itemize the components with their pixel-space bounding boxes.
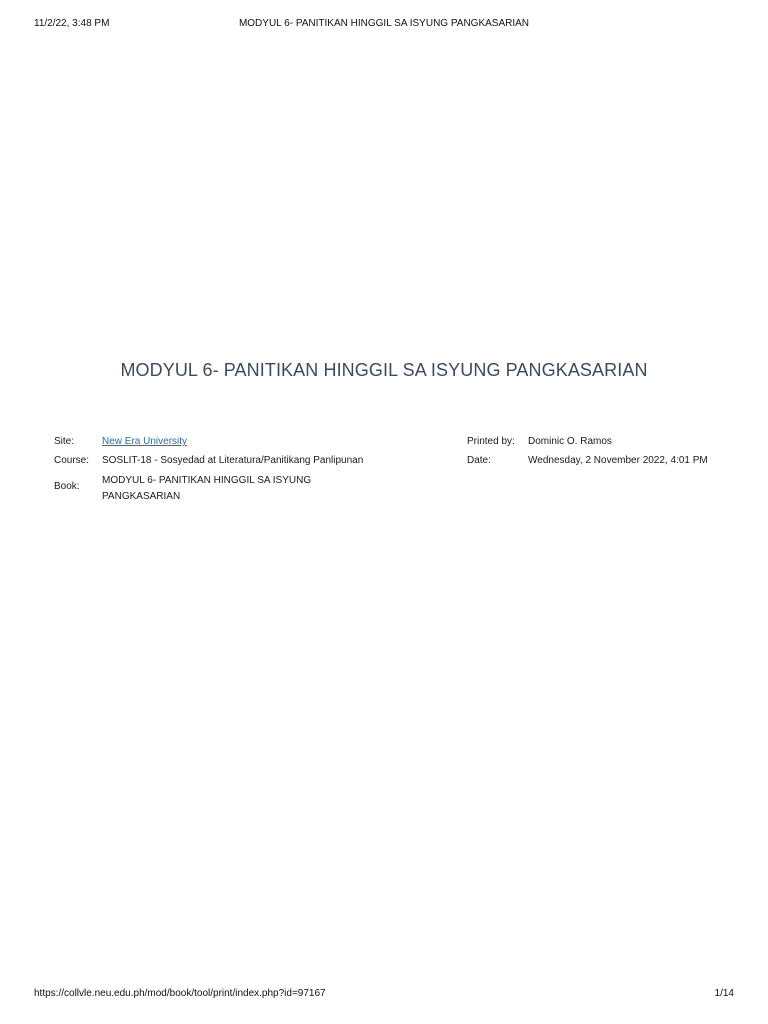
print-footer (34, 988, 734, 1002)
site-link[interactable]: New Era University (102, 436, 188, 447)
print-page-title: MODYUL 6- PANITIKAN HINGGIL SA ISYUNG PANGKASARIAN (238, 18, 530, 29)
date-label: Date: (467, 455, 491, 466)
book-title: MODYUL 6- PANITIKAN HINGGIL SA ISYUNG PANGKASARIAN (120, 360, 648, 380)
print-header (34, 18, 734, 32)
page-number: 1/14 (714, 988, 734, 999)
book-label: Book: (54, 481, 80, 492)
course-label: Course: (54, 455, 90, 466)
date-value: Wednesday, 2 November 2022, 4:01 PM (528, 455, 708, 466)
print-url: https://collvle.neu.edu.ph/mod/book/tool/print/index.php?id=97167 (34, 988, 326, 999)
printed-by-label: Printed by: (467, 436, 515, 447)
book-value: MODYUL 6- PANITIKAN HINGGIL SA ISYUNG PANGKASARIAN (102, 475, 312, 502)
site-label: Site: (54, 436, 75, 447)
printed-by-value: Dominic O. Ramos (528, 436, 612, 447)
course-value: SOSLIT-18 - Sosyedad at Literatura/Panitikang Panlipunan (102, 455, 364, 466)
print-timestamp: 11/2/22, 3:48 PM (34, 18, 110, 29)
